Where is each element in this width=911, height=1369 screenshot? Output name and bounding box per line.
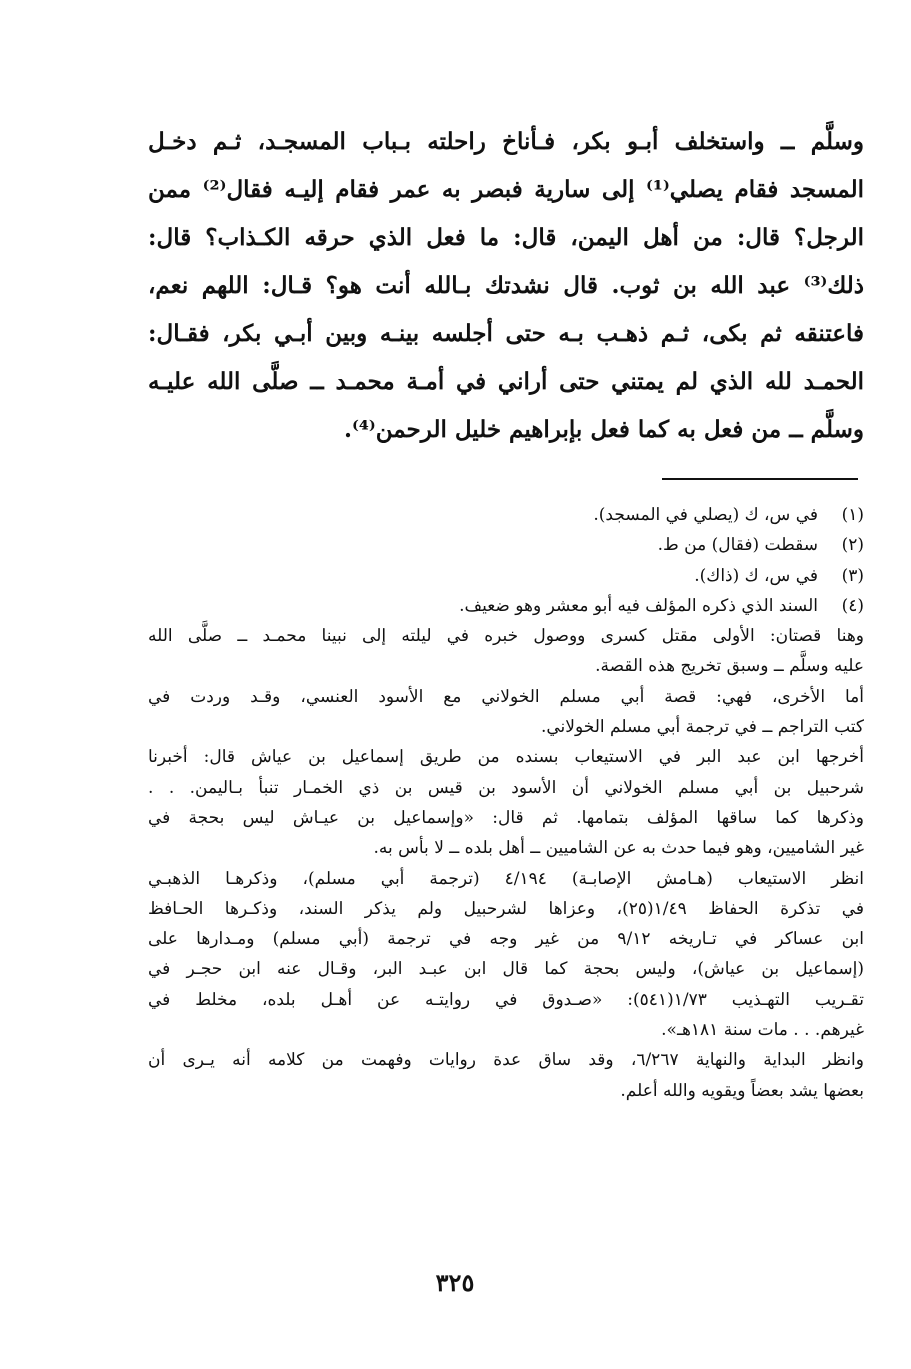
- footnote-4-line: انظر الاستيعاب (هـامش الإصابـة) ٤/١٩٤ (ترجمة أبي مسلم)، وذكرهـا الذهبـي: [148, 868, 864, 889]
- footnote-text: السند الذي ذكره المؤلف فيه أبو معشر وهو ضعيف.: [459, 595, 818, 616]
- footnote-4-line: غير الشاميين، وهو فيما حدث به عن الشاميين ــ أهل بلده ــ لا بأس به.: [373, 838, 864, 859]
- footnote-text: سقطت (فقال) من ط.: [657, 535, 818, 556]
- main-text-line: فاعتنقه ثم بكى، ثـم ذهـب بـه حتى أجلسه بينـه وبين أبـي بكر، فقـال:: [148, 320, 864, 347]
- footnote-4-line: أما الأخرى، فهي: قصة أبي مسلم الخولاني مع الأسود العنسي، وقـد وردت في: [148, 686, 864, 707]
- footnote-4-line: عليه وسلَّم ــ وسبق تخريج هذه القصة.: [595, 656, 864, 677]
- main-text-line: وسلَّم ــ واستخلف أبـو بكر، فـأناخ راحلته بـباب المسجـد، ثـم دخـل: [148, 128, 864, 155]
- footnote-4-line: شرحبيل بن أبي مسلم الخولاني أن الأسود بن قيس بن ذي الخمـار تنبأ بـاليمن. . .: [148, 777, 864, 798]
- main-text-line: المسجد فقام يصلي⁽¹⁾ إلى سارية فبصر به عمر فقام إليـه فقال⁽²⁾ ممن: [148, 176, 864, 203]
- footnote-4-line: بعضها يشد بعضاً ويقويه والله أعلم.: [620, 1080, 864, 1101]
- footnote-4: [148, 591, 864, 621]
- footnote-4-line: غيرهم. . . مات سنة ١٨١هـ».: [661, 1020, 864, 1041]
- main-text-line: وسلَّم ــ من فعل به كما فعل بإبراهيم خليل الرحمن⁽⁴⁾.: [343, 416, 864, 443]
- footnote-4-line: وانظر البداية والنهاية ٦/٢٦٧، وقد ساق عدة روايات وفهمت من كلامه أنه يـرى أن: [148, 1050, 864, 1071]
- footnote-4-line: وذكرها كما ساقها المؤلف بتمامها. ثم قال: «وإسماعيل بن عيـاش ليس بحجة في: [148, 807, 864, 828]
- main-text-line: الرجل؟ قال: من أهل اليمن، قال: ما فعل الذي حرقه الكـذاب؟ قال:: [148, 224, 864, 251]
- footnote-text: في س، ك (يصلي في المسجد).: [593, 505, 818, 525]
- footnote-4-line: تقـريب التهـذيب ١/٧٣(٥٤١): «صـدوق في روايتـه عن أهـل بلده، مخلط في: [148, 989, 864, 1010]
- footnote-4-line: أخرجها ابن عبد البر في الاستيعاب بسنده من طريق إسماعيل بن عياش قال: أخبرنا: [148, 747, 864, 768]
- footnote-4-line: كتب التراجم ــ في ترجمة أبي مسلم الخولاني.: [540, 717, 864, 738]
- main-text-line: الحمـد لله الذي لم يمتني حتى أراني في أمـة محمـد ــ صلَّى الله عليـه: [148, 368, 864, 395]
- footnote-2: [148, 530, 864, 560]
- main-text-line: ذلك⁽³⁾ عبد الله بن ثوب. قال نشدتك بـالله أنت هو؟ قـال: اللهم نعم،: [148, 272, 864, 299]
- footnote-1: [148, 500, 864, 530]
- footnote-4-line: (إسماعيل بن عياش)، وليس بحجة كما قال ابن عبـد البر، وقـال عنه ابن حجـر في: [148, 959, 864, 980]
- footnote-3: [148, 561, 864, 591]
- footnote-number: (٣): [841, 565, 864, 586]
- footnote-number: (٢): [841, 535, 864, 556]
- footnote-number: (٤): [841, 595, 864, 616]
- footnote-number: (١): [841, 505, 864, 525]
- page-number: ٣٢٥: [435, 1268, 475, 1297]
- footnotes-block: [148, 500, 864, 1106]
- footnote-4-line: ابن عساكر في تـاريخه ٩/١٢ من غير وجه في ترجمة (أبي مسلم) ومـدارها على: [148, 929, 864, 950]
- footnote-4-line: وهنا قصتان: الأولى مقتل كسرى ووصول خبره في ليلته إلى نبينا محمـد ــ صلَّى الله: [148, 626, 864, 647]
- main-text-block: [148, 118, 864, 454]
- footnote-text: في س، ك (ذاك).: [694, 565, 818, 586]
- footnote-separator: [662, 478, 858, 480]
- footnote-4-line: في تذكرة الحفاظ ١/٤٩(٢٥)، وعزاها لشرحبيل ولم يذكر السند، وذكـرها الحـافظ: [148, 898, 864, 919]
